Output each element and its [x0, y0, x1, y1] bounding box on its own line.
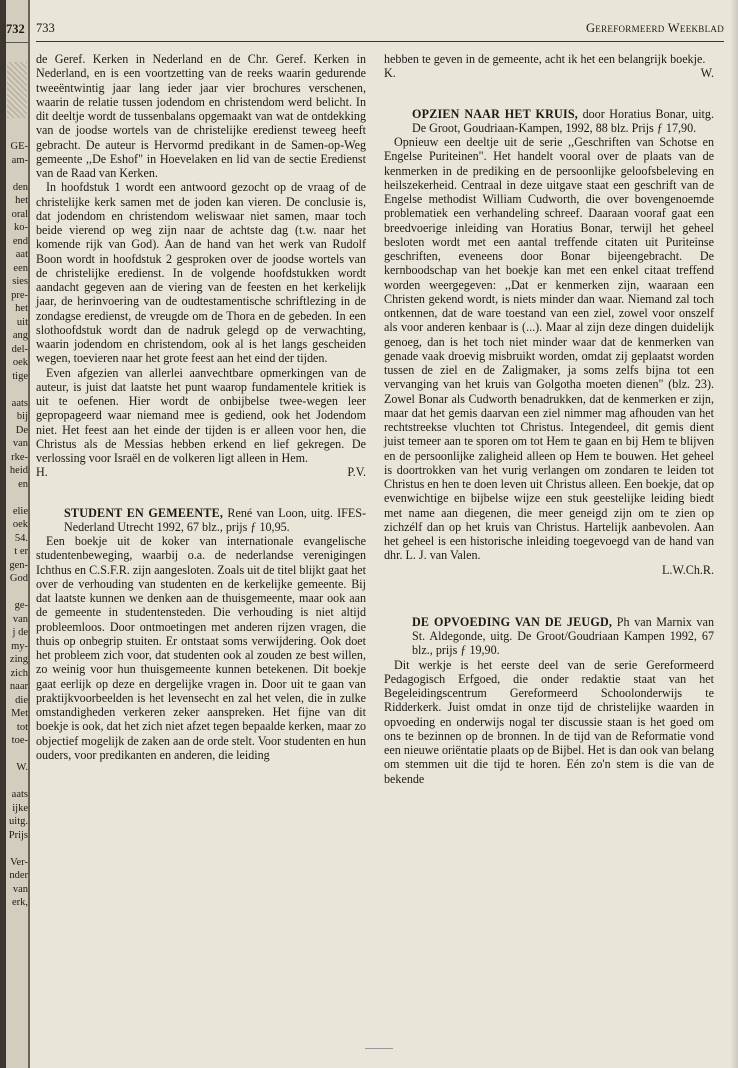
- review4-heading: [384, 615, 714, 658]
- previous-page-fragment: van: [12, 613, 28, 625]
- review2-signature-left: K.: [384, 66, 396, 81]
- previous-page-fragment: 54.: [14, 532, 28, 544]
- previous-page-fragment: aat: [15, 249, 28, 260]
- previous-page-fragment: [6, 383, 28, 397]
- previous-page-fragment: en: [18, 478, 28, 490]
- previous-page-fragment: ang: [12, 330, 28, 341]
- running-header: [36, 20, 724, 38]
- review2-signature-right: W.: [700, 66, 714, 81]
- header-rule: [36, 41, 724, 42]
- previous-page-fragment: van: [12, 883, 28, 895]
- previous-page-fragment: het: [15, 195, 28, 206]
- previous-page-fragment: tige: [12, 370, 28, 382]
- review2-details: René van Loon, uitg. IFES-Nederland Utrecht 1992, 67 blz., prijs ƒ 10,95.: [64, 505, 367, 534]
- previous-page-fragment: uit: [16, 316, 28, 328]
- review3-signature: [384, 563, 714, 577]
- previous-page-fragment: het: [15, 303, 28, 314]
- previous-page-header-rule: [6, 42, 28, 43]
- previous-page-fragment: nder: [9, 870, 28, 881]
- previous-page-fragment: God: [9, 573, 28, 584]
- previous-page-fragment: end: [12, 235, 28, 247]
- review4-title: DE OPVOEDING VAN DE JEUGD,: [412, 614, 613, 629]
- previous-page-fragment: gen-: [9, 559, 28, 571]
- page-number: 733: [36, 21, 55, 35]
- previous-page-fragment: ko-: [14, 222, 28, 233]
- previous-page-fragment: zing: [9, 654, 28, 665]
- review2-signature: [384, 66, 714, 80]
- previous-page-fragment: aats: [11, 789, 28, 800]
- previous-page-image-fragment: [7, 62, 27, 118]
- journal-page: [30, 0, 738, 1068]
- review2-continuation: hebben te geven in de gemeente, acht ik het een belangrijk boekje.: [384, 52, 706, 66]
- right-column: [384, 52, 714, 786]
- previous-page-fragment: Met: [11, 708, 28, 719]
- review2-heading: [36, 506, 366, 535]
- previous-page-fragment: [6, 491, 28, 505]
- review3-body: Opnieuw een deeltje uit de serie ,,Geschriften van Schotse en Engelse Puriteinen". Het handelt vooral over de plaats van de kenmerken in de prediking en de persoonlijke geloofsbeleving en heilszekerheid. Centraal in deze uitgave staat een geschrift van de Engelse methodist William Cudworth, die over bovengenoemde problematiek een verhandeling schreef. Daaraan vooraf gaat een breedvoerige inleiding van Horatius Bonar, terwijl het geheel besloten wordt met een aantal treffende citaten uit Puriteinse geschriften, eveneens door Bonar bijeengebracht. De kernboodschap van het boekje kan met een enkel citaat treffend worden weergegeven: ,,Dat er kenmerken zijn, waaraan een Christen gekend wordt, is niets minder dan waar. Niemand zal toch ontkennen, dat de ware toestand van een ziel, zowel voor onszelf als voor anderen kenbaar is (...). Maar al zijn deze dingen duidelijk genoeg, dan is het toch niet minder waar dat de kenmerken van genade vaak droevig misbruikt worden, omdat zij geplaatst worden tussen de ziel en de Zaligmaker, ja soms zelfs bijna tot een vervanging van het kruis van Golgotha moeten dienen" (blz. 23). Zowel Bonar als Cudworth benadrukken, dat de kenmerken er zijn, maar dat het gemis daarvan een ziel nimmer mag afhouden van het rechtstreekse vluchten tot Christus. Integendeel, dit gemis dient juist temeer aan te sporen om tot Hem te gaan en bij Hem te blijven en de persoonlijke zaligheid alleen op Hem te bouwen. Het geheel is doortrokken van het vurig verlangen om zondaren te leiden tot Christus en hen te doen leven uit Christus alleen. Een boekje, dat op evenwichtige en bijbelse wijze een stuk geestelijke leiding biedt met name aan diegenen, die meer geneigd zijn om te zien op zichzélf dan op het kruis van Christus. Hartelijk aanbevolen. Aan het geheel is een historische inleiding toegevoegd van de hand van dhr. L. J. van Valen.: [384, 135, 714, 563]
- previous-page-fragment: van: [12, 438, 28, 449]
- previous-page-fragment: Prijs: [8, 829, 28, 841]
- previous-page-fragment: GE-: [10, 141, 28, 152]
- previous-page-fragment: sies: [12, 276, 28, 287]
- previous-page-fragment: oral: [11, 208, 28, 220]
- review2-body: Een boekje uit de koker van internationale evangelische studentenbeweging, waarbij o.a. de nederlandse verenigingen Ichthus en C.S.F.R. zijn aangesloten. Zoals uit de titel blijkt gaat het over de verhouding van studenten en de kerkelijke gemeente. Bij dat laatste kunnen we denken aan de thuisgemeente, maar ook aan de gemeente in studentensteden. Die verhouding is niet altijd probleemloos. Door ontmoetingen met anderen rijzen vragen, die thuis op onbegrip stuiten. Er ontstaat soms verwijdering. Ook doet het probleem zich voor, dat studenten ook al zouden ze best willen, zo weinig voor hun thuisgemeente kunnen betekenen. Dit boekje gaat eerlijk op deze en dergelijke vragen in. Door uit te gaan van praktijkvoorbeelden is het levensecht en zal het velen, die in zulke omstandigheden verkeren zeker aanspreken. Het fijne van dit boekje is ook, dat het zich niet afzet tegen bepaalde kerken, maar zo objectief mogelijk de zaken aan de orde stelt. Voor studenten en hun ouders, voor predikanten en anderen, die leiding: [36, 534, 367, 762]
- review1-signature: [36, 465, 366, 479]
- previous-page-fragment: oek: [12, 519, 28, 530]
- review4-body: Dit werkje is het eerste deel van de serie Gereformeerd Pedagogisch Erfgoed, die onder redaktie staat van het Begeleidingscentrum Gereformeerd Schoolonderwijs te Ridderkerk. Juist omdat in onze tijd de christelijke waarden in opvoeding en onderwijs nogal ter discussie staan is het goed om ons te bezinnen op de bronnen. In de tijd van de Reformatie vond een nieuwe oriëntatie plaats op de Bijbel. Het is dan ook van belang om stemmen uit die tijd te horen. Eén zo'n stem is die van de bekende: [384, 657, 714, 786]
- previous-page-fragment: den: [12, 181, 28, 193]
- previous-page-fragment: naar: [9, 681, 28, 692]
- previous-page-fragment: toe-: [11, 735, 28, 746]
- publication-title: Gereformeerd Weekblad: [585, 21, 724, 35]
- footer-mark: [365, 1048, 393, 1049]
- previous-page-fragment: Ver-: [10, 856, 28, 868]
- previous-page-fragment: rke-: [11, 451, 28, 463]
- review3-title: OPZIEN NAAR HET KRUIS,: [412, 106, 579, 121]
- review3-signature-text: L.W.Ch.R.: [662, 562, 714, 577]
- previous-page-number: 732: [6, 22, 25, 36]
- previous-page-fragment: [6, 842, 28, 856]
- review1-paragraph-3: Even afgezien van allerlei aanvechtbare opmerkingen van de auteur, is juist dat laatste het punt waarop fundamentele kritiek is uit te oefenen. Hier wordt de onbijbelse twee-wegen leer gepropageerd waar niemand mee is gediend, ook het Jodendom niet. Het feest aan het einde der tijden is er alleen voor hen, die Christus als de Messias hebben erkend en lief gekregen. De verlossing voor Israël en de volkeren ligt alleen in Hem.: [36, 365, 366, 465]
- review1-paragraph-2: In hoofdstuk 1 wordt een antwoord gezocht op de vraag of de christelijke kerk samen met de joden kan vieren. De conclusie is, dat jodendom en christendom weliswaar niet samen, maar toch beide vierend op weg zijn naar de achtste dag (t.w. naar het komende rijk van God). Aan de hand van het werk van Rudolf Boon wordt in hoofdstuk 2 gesproken over de joodse wortels van de christelijke eredienst. In de volgende hoofdstukken wordt aandacht gegeven aan de viering van de feesten en het kerkelijk jaar, de herinvoering van de oudtestamentische schriftlezing in de zondagse eredienst, de vreugde om de Thora en de gebeden. In een slothoofdstuk wordt dan de nadruk gelegd op de verwachting, waarin jodendom en christendom, ook al is het langs gescheiden wegen, toevieren naar het grote feest aan het eind der tijden.: [36, 180, 366, 366]
- previous-page-fragment: bij: [16, 411, 28, 422]
- previous-page-fragment: oek: [12, 357, 28, 368]
- previous-page-fragment: De: [15, 424, 28, 436]
- review4-details: Ph van Marnix van St. Aldegonde, uitg. De Groot/Goudriaan Kampen 1992, 67 blz., prijs ƒ 19,90.: [412, 614, 714, 658]
- previous-page-fragment: een: [13, 262, 28, 274]
- review2-title: STUDENT EN GEMEENTE,: [64, 505, 224, 520]
- review1-signature-left: H.: [36, 465, 48, 480]
- previous-page-edge: [6, 0, 30, 1068]
- previous-page-fragment: [6, 167, 28, 181]
- previous-page-fragment: heid: [9, 465, 28, 476]
- previous-page-fragment: uitg.: [9, 816, 28, 827]
- previous-page-fragment: [6, 775, 28, 789]
- previous-page-text-fragments: [6, 140, 28, 910]
- previous-page-fragment: ijke: [12, 802, 28, 814]
- previous-page-fragment: W.: [16, 762, 28, 773]
- previous-page-fragment: t er: [14, 546, 28, 557]
- previous-page-fragment: tot: [16, 721, 28, 733]
- previous-page-fragment: my-: [11, 640, 28, 652]
- previous-page-fragment: aats: [11, 397, 28, 409]
- review3-heading: [384, 107, 714, 136]
- previous-page-fragment: elie: [12, 505, 28, 517]
- previous-page-fragment: del-: [11, 343, 28, 355]
- review1-signature-right: P.V.: [347, 465, 366, 480]
- previous-page-fragment: zich: [10, 667, 28, 679]
- previous-page-fragment: [6, 586, 28, 600]
- previous-page-fragment: j de: [12, 627, 28, 638]
- left-column: [36, 52, 366, 762]
- previous-page-fragment: [6, 748, 28, 762]
- previous-page-fragment: am-: [11, 154, 28, 166]
- previous-page-fragment: ge-: [14, 600, 28, 611]
- previous-page-fragment: pre-: [11, 289, 28, 301]
- review3-details: door Horatius Bonar, uitg. De Groot, Goudriaan-Kampen, 1992, 88 blz. Prijs ƒ 17,90.: [412, 106, 714, 135]
- review1-intro-paragraph: de Geref. Kerken in Nederland en de Chr. Geref. Kerken in Nederland, en is een voortzetting van de reeks waarin gedurende tweeëntwintig jaar lang ieder jaar vier brochures verschenen, waarin de relatie tussen jodendom en christendom werd belicht. In dit deeltje wordt de tussenbalans opgemaakt van wat de ontdekking van de joodse wortels van de christelijke eredienst teweeg heeft gebracht. De auteur is Hervormd predikant in de Samen-op-Weg gemeente ,,De Eshof" in Hoevelaken en lid van de sectie Eredienst van de Raad van Kerken.: [36, 52, 366, 180]
- previous-page-fragment: die: [15, 694, 28, 706]
- previous-page-fragment: erk,: [11, 897, 28, 908]
